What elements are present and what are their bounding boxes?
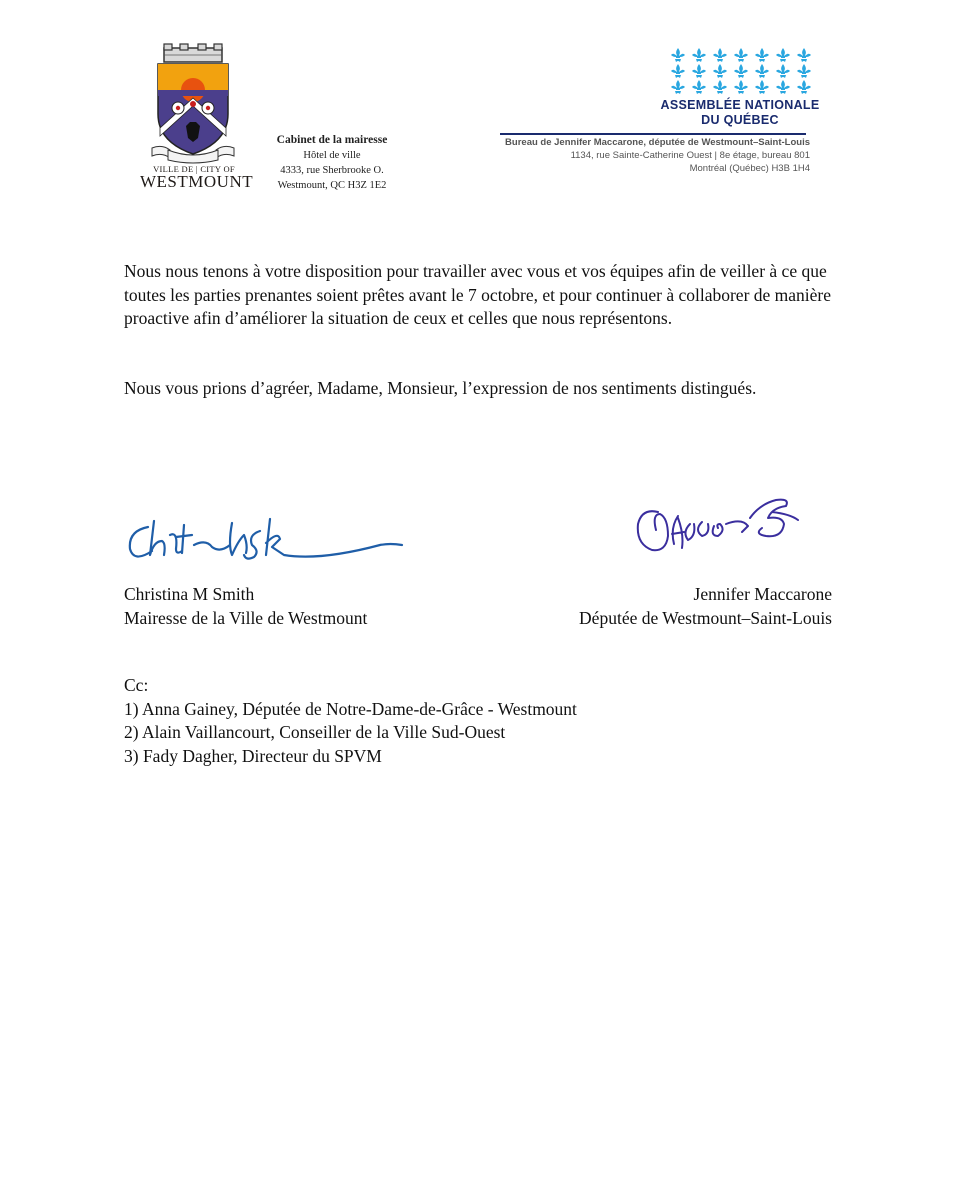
assemblee-office: Bureau de Jennifer Maccarone, députée de Westmount–Saint-Louis (505, 137, 810, 148)
right-signatory-block (460, 583, 832, 630)
fleur-de-lis-icon (734, 64, 748, 78)
fleur-de-lis-icon (776, 48, 790, 62)
westmount-coat-of-arms-logo (150, 42, 236, 166)
cc-item: 2) Alain Vaillancourt, Conseiller de la Ville Sud-Ouest (124, 722, 506, 742)
right-signatory-name: Jennifer Maccarone (693, 584, 832, 604)
cabinet-line-3: Westmount, QC H3Z 1E2 (277, 180, 387, 191)
fleur-de-lis-icon (776, 80, 790, 94)
body-paragraph-1: Nous nous tenons à votre disposition pour travailler avec vous et vos équipes afin de veiller à ce que toutes les parties prenantes soient prêtes avant le 7 octobre, et pour continuer à collaborer de manière proactive afin d’améliorer la situation de ceux et celles que nous représentons. (124, 261, 832, 328)
cc-item: 1) Anna Gainey, Députée de Notre-Dame-de-Grâce - Westmount (124, 698, 577, 719)
body-paragraph-2: Nous vous prions d’agréer, Madame, Monsieur, l’expression de nos sentiments distingués. (124, 378, 757, 398)
cabinet-title: Cabinet de la mairesse (276, 134, 388, 146)
cc-item: 3) Fady Dagher, Directeur du SPVM (124, 745, 382, 766)
assemblee-title-line-1: ASSEMBLÉE NATIONALE (660, 98, 820, 112)
fleur-de-lis-icon (755, 64, 769, 78)
fleur-de-lis-icon (734, 48, 748, 62)
fleur-de-lis-icon (797, 48, 811, 62)
assemblee-address-1: 1134, rue Sainte-Catherine Ouest | 8e étage, bureau 801 (570, 150, 810, 161)
fleur-de-lis-icon (734, 80, 748, 94)
fleur-de-lis-icon (713, 64, 727, 78)
fleur-de-lis-icon (797, 64, 811, 78)
assemblee-nationale-title (640, 98, 840, 128)
cabinet-address-block (262, 133, 402, 193)
fleur-de-lis-icon (671, 80, 685, 94)
fleur-de-lis-icon (713, 80, 727, 94)
fleur-de-lis-icon (692, 48, 706, 62)
left-signatory-title: Mairesse de la Ville de Westmount (124, 607, 368, 628)
fleur-de-lis-icon (755, 48, 769, 62)
fleur-de-lis-icon (692, 80, 706, 94)
christina-smith-signature (120, 505, 410, 575)
right-signatory-title: Députée de Westmount–Saint-Louis (579, 607, 832, 628)
left-signatory-block (124, 583, 484, 630)
fleur-de-lis-icon (797, 80, 811, 94)
assemblee-divider (500, 133, 806, 135)
fleur-de-lis-icon (671, 48, 685, 62)
fleur-de-lis-icon (713, 48, 727, 62)
jennifer-maccarone-signature (622, 478, 812, 578)
assemblee-address-block (470, 136, 810, 175)
fleur-de-lis-icon (692, 64, 706, 78)
fleur-de-lis-icon (755, 80, 769, 94)
westmount-name: WESTMOUNT (140, 172, 254, 191)
cabinet-line-1: Hôtel de ville (303, 150, 361, 161)
assemblee-address-2: Montréal (Québec) H3B 1H4 (689, 163, 810, 174)
fleur-de-lis-icon (671, 64, 685, 78)
fleur-de-lis-grid-logo (668, 46, 816, 96)
cc-label: Cc: (124, 675, 149, 695)
westmount-ville-label: VILLE DE | CITY OF (153, 164, 235, 174)
fleur-de-lis-icon (776, 64, 790, 78)
cc-list (124, 674, 824, 768)
assemblee-title-line-2: DU QUÉBEC (701, 113, 779, 127)
cabinet-line-2: 4333, rue Sherbrooke O. (280, 165, 384, 176)
left-signatory-name: Christina M Smith (124, 584, 255, 604)
